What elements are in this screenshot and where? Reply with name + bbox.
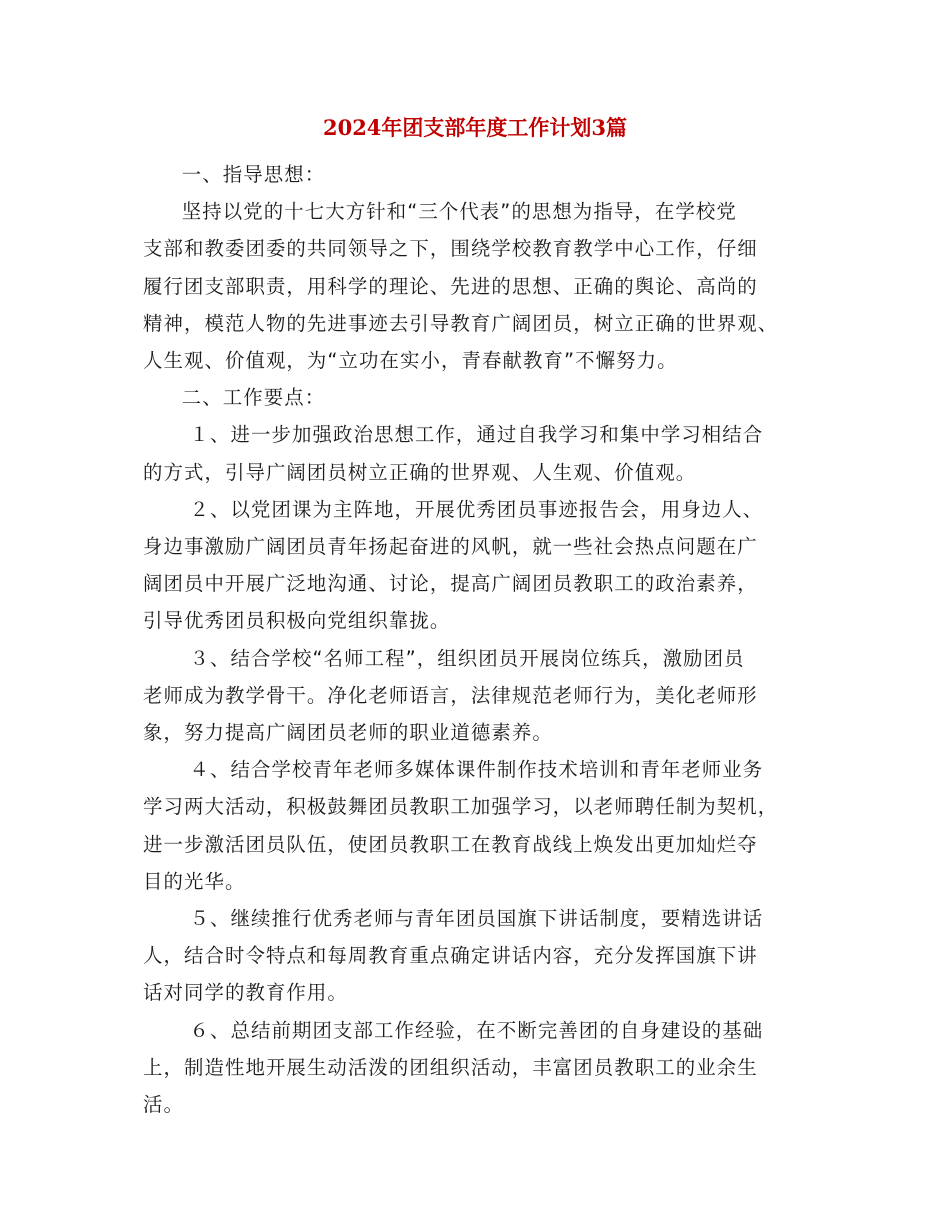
text-line: 阔团员中开展广泛地沟通、讨论，提高广阔团员教职工的政治素养， [143,572,758,596]
text-line: 学习两大活动，积极鼓舞团员教职工加强学习，以老师聘任制为契机， [143,795,779,819]
text-line: 上，制造性地开展生动活泼的团组织活动，丰富团员教职工的业余生 [143,1055,758,1079]
list-item [143,900,803,1012]
section-heading: 一、指导思想： [181,163,326,186]
text-line: 引导优秀团员积极向党组织靠拢。 [143,609,451,633]
paragraph [143,193,803,379]
text-line: 人生观、价值观，为“立功在实小，青春献教育”不懈努力。 [143,349,678,373]
text-line: 目的光华。 [143,869,246,893]
list-item [143,640,803,752]
text-line: ３、结合学校“名师工程”，组织团员开展岗位练兵，激励团员 [189,646,745,670]
list-item [143,491,803,640]
text-line: ４、结合学校青年老师多媒体课件制作技术培训和青年老师业务 [189,758,764,782]
text-line: ５、继续推行优秀老师与青年团员国旗下讲话制度，要精选讲话 [189,907,764,931]
text-line: 支部和教委团委的共同领导之下，围绕学校教育教学中心工作，仔细 [143,237,758,261]
section-heading: 二、工作要点： [181,386,326,410]
text-line: 人，结合时令特点和每周教育重点确定讲话内容，充分发挥国旗下讲 [143,944,758,968]
text-line: 的方式，引导广阔团员树立正确的世界观、人生观、价值观。 [143,460,697,484]
text-line: 身边事激励广阔团员青年扬起奋进的风帆，就一些社会热点问题在广 [143,535,758,559]
text-line: ２、以党团课为主阵地，开展优秀团员事迹报告会，用身边人、 [189,497,764,521]
document-body [143,156,803,1123]
text-line: 话对同学的教育作用。 [143,981,348,1005]
text-line: 活。 [143,1093,184,1117]
text-line: 进一步激活团员队伍，使团员教职工在教育战线上焕发出更加灿烂夺 [143,832,758,856]
list-item [143,1012,803,1124]
text-line: 履行团支部职责，用科学的理论、先进的思想、正确的舆论、高尚的 [143,274,758,298]
text-line: 精神，模范人物的先进事迹去引导教育广阔团员，树立正确的世界观、 [143,311,779,335]
document-title: 2024年团支部年度工作计划3篇 [322,115,628,140]
text-line: ６、总结前期团支部工作经验，在不断完善团的自身建设的基础 [189,1018,764,1042]
text-line: １、进一步加强政治思想工作，通过自我学习和集中学习相结合 [189,423,764,447]
text-line: 老师成为教学骨干。净化老师语言，法律规范老师行为，美化老师形 [143,683,758,707]
list-item [143,416,803,490]
text-line: 坚持以党的十七大方针和“三个代表”的思想为指导，在学校党 [181,200,737,224]
list-item [143,751,803,900]
text-line: 象，努力提高广阔团员老师的职业道德素养。 [143,721,553,745]
